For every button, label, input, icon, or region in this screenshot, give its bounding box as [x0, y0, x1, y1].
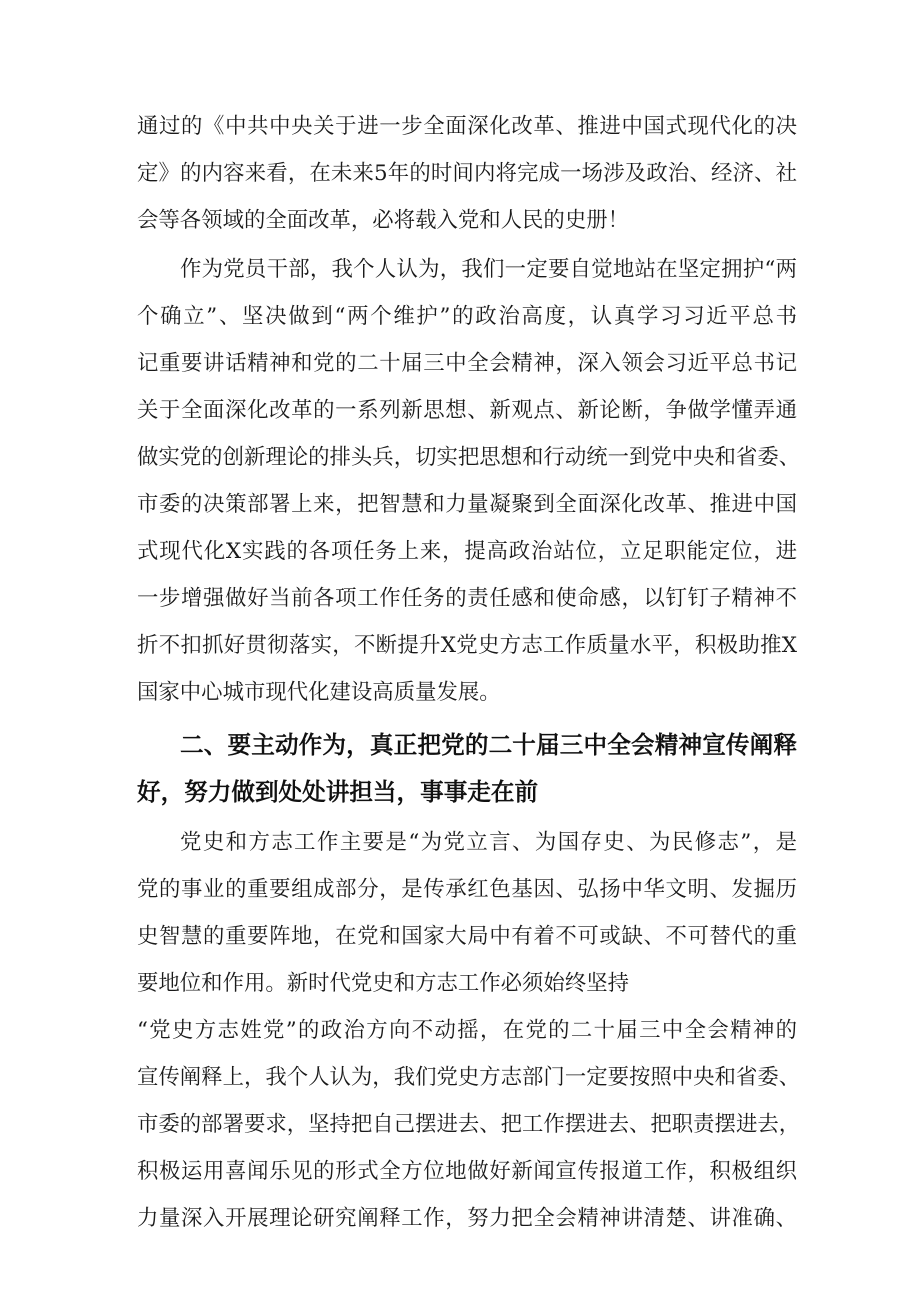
text-line: 通过的《中共中央关于进一步全面深化改革、推进中国式现代化的决	[137, 114, 797, 139]
heading-line: 二、要主动作为，真正把党的二十届三中全会精神宣传阐释	[180, 731, 797, 759]
text-line: 式现代化X实践的各项任务上来，提高政治站位，立足职能定位，进	[137, 539, 797, 564]
text-line: 作为党员干部，我个人认为，我们一定要自觉地站在坚定拥护“两	[180, 257, 797, 282]
text-line: 要地位和作用。新时代党史和方志工作必须始终坚持	[137, 971, 629, 996]
text-line: 市委的部署要求，坚持把自己摆进去、把工作摆进去、把职责摆进去，	[137, 1112, 801, 1137]
text-line: 做实党的创新理论的排头兵，切实把思想和行动统一到党中央和省委、	[137, 445, 801, 470]
heading-line: 好，努力做到处处讲担当，事事走在前	[137, 778, 539, 806]
text-line: 史智慧的重要阵地，在党和国家大局中有着不可或缺、不可替代的重	[137, 924, 797, 949]
text-line: 个确立”、坚决做到“两个维护”的政治高度，认真学习习近平总书	[137, 304, 797, 329]
text-line: 宣传阐释上，我个人认为，我们党史方志部门一定要按照中央和省委、	[137, 1065, 801, 1090]
text-line: 党的事业的重要组成部分，是传承红色基因、弘扬中华文明、发掘历	[137, 877, 797, 902]
text-line: 关于全面深化改革的一系列新思想、新观点、新论断，争做学懂弄通	[137, 398, 797, 423]
text-line: 市委的决策部署上来，把智慧和力量凝聚到全面深化改革、推进中国	[137, 492, 797, 517]
text-line: 记重要讲话精神和党的二十届三中全会精神，深入领会习近平总书记	[137, 351, 797, 376]
text-line: 国家中心城市现代化建设高质量发展。	[137, 680, 501, 705]
text-line: 会等各领域的全面改革，必将载入党和人民的史册！	[137, 208, 629, 233]
text-line: 积极运用喜闻乐见的形式全方位地做好新闻宣传报道工作，积极组织	[137, 1159, 797, 1184]
text-line: 党史和方志工作主要是“为党立言、为国存史、为民修志”，是	[180, 830, 797, 855]
text-line: 力量深入开展理论研究阐释工作，努力把全会精神讲清楚、讲准确、	[137, 1206, 797, 1231]
text-line: 一步增强做好当前各项工作任务的责任感和使命感，以钉钉子精神不	[137, 586, 797, 611]
text-line: “党史方志姓党”的政治方向不动摇，在党的二十届三中全会精神的	[137, 1018, 797, 1043]
text-line: 定》的内容来看，在未来5年的时间内将完成一场涉及政治、经济、社	[137, 161, 797, 186]
text-line: 折不扣抓好贯彻落实，不断提升X党史方志工作质量水平，积极助推X	[137, 633, 797, 658]
